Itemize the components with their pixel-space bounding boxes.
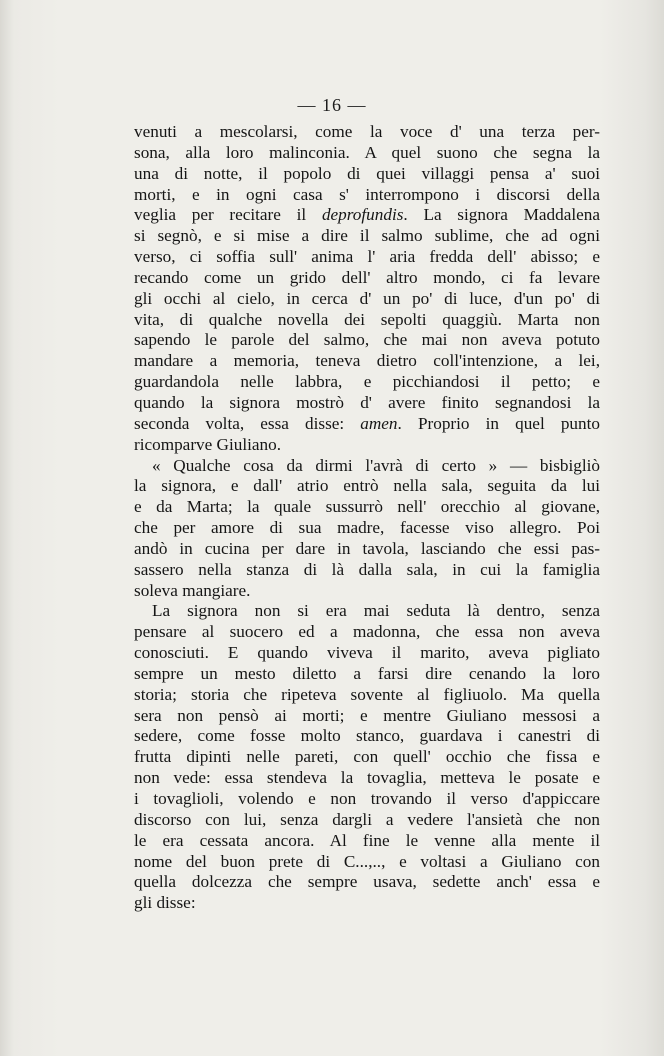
text-line: sera non pensò ai morti; e mentre Giuliano messosi a [134, 705, 600, 725]
text-line: le era cessata ancora. Al fine le venne alla mente il [134, 830, 600, 850]
text-line: non vede: essa stendeva la tovaglia, metteva le posate e [134, 768, 600, 788]
text-line: sassero nella stanza di là dalla sala, in cui la famiglia [134, 559, 600, 579]
text-line: venuti a mescolarsi, come la voce d' una terza per- [134, 122, 600, 141]
text-line: ricomparve Giuliano. [134, 434, 282, 454]
page-number: — 16 — [297, 95, 367, 115]
text-line: morti, e in ogni casa s' interrompono i discorsi della [134, 184, 600, 204]
text-line: storia; storia che ripeteva sovente al figliuolo. Ma quella [134, 684, 600, 704]
text-line: discorso con lui, senza dargli a vedere l'ansietà che non [134, 809, 600, 829]
text-line: vita, di qualche novella dei sepolti quaggiù. Marta non [134, 309, 600, 329]
body-text [134, 122, 600, 914]
text-line: guardandola nelle labbra, e picchiandosi il petto; e [134, 372, 600, 392]
text-line: e da Marta; la quale sussurrò nell' orecchio al giovane, [134, 497, 600, 517]
italic-word: deprofundis [321, 205, 404, 225]
text-line: verso, ci soffia sull' anima l' aria fredda dell' abisso; e [134, 247, 600, 267]
text-line: i tovaglioli, volendo e non trovando il verso d'appiccare [134, 789, 600, 808]
text-line: sapendo le parole del salmo, che mai non aveva potuto [134, 330, 600, 350]
text-line: che per amore di sua madre, facesse viso allegro. Poi [134, 518, 600, 538]
text-line: mandare a memoria, teneva dietro coll'intenzione, a lei, [134, 351, 600, 371]
text-line: sona, alla loro malinconia. A quel suono che segna la [134, 142, 600, 162]
text-line: quella dolcezza che sempre usava, sedette anch' essa e [134, 872, 600, 892]
text-line: soleva mangiare. [134, 580, 251, 600]
text-line: sempre un mesto diletto a farsi dire cenando la loro [134, 663, 600, 683]
text-line: la signora, e dall' atrio entrò nella sala, seguita da lui [134, 476, 600, 496]
text-line: si segnò, e si mise a dire il salmo sublime, che ad ogni [134, 226, 600, 246]
text-line: gli disse: [134, 893, 196, 913]
italic-word: amen [360, 413, 398, 433]
text-line: sedere, come fosse molto stanco, guardava i canestri di [134, 726, 600, 746]
text-line: una di notte, il popolo di quei villaggi pensa a' suoi [134, 163, 600, 183]
text-line: veglia per recitare il deprofundis. La signora Maddalena [134, 205, 600, 225]
text-line: La signora non si era mai seduta là dentro, senza [152, 601, 600, 621]
text-line: seconda volta, essa disse: amen. Proprio in quel punto [134, 413, 600, 433]
text-line: pensare al suocero ed a madonna, che essa non aveva [134, 622, 600, 642]
text-line: nome del buon prete di C...,.., e voltasi a Giuliano con [134, 851, 600, 871]
text-line: andò in cucina per dare in tavola, lasciando che essi pas- [134, 538, 600, 558]
text-line: gli occhi al cielo, in cerca d' un po' di luce, d'un po' di [134, 288, 600, 308]
text-line: conosciuti. E quando viveva il marito, aveva pigliato [134, 643, 600, 663]
text-line: « Qualche cosa da dirmi l'avrà di certo » — bisbigliò [152, 455, 600, 475]
text-line: quando la signora mostrò d' avere finito segnandosi la [134, 392, 600, 412]
text-line: frutta dipinti nelle pareti, con quell' occhio che fissa e [134, 747, 600, 767]
text-line: recando come un grido dell' altro mondo, ci fa levare [134, 267, 600, 287]
